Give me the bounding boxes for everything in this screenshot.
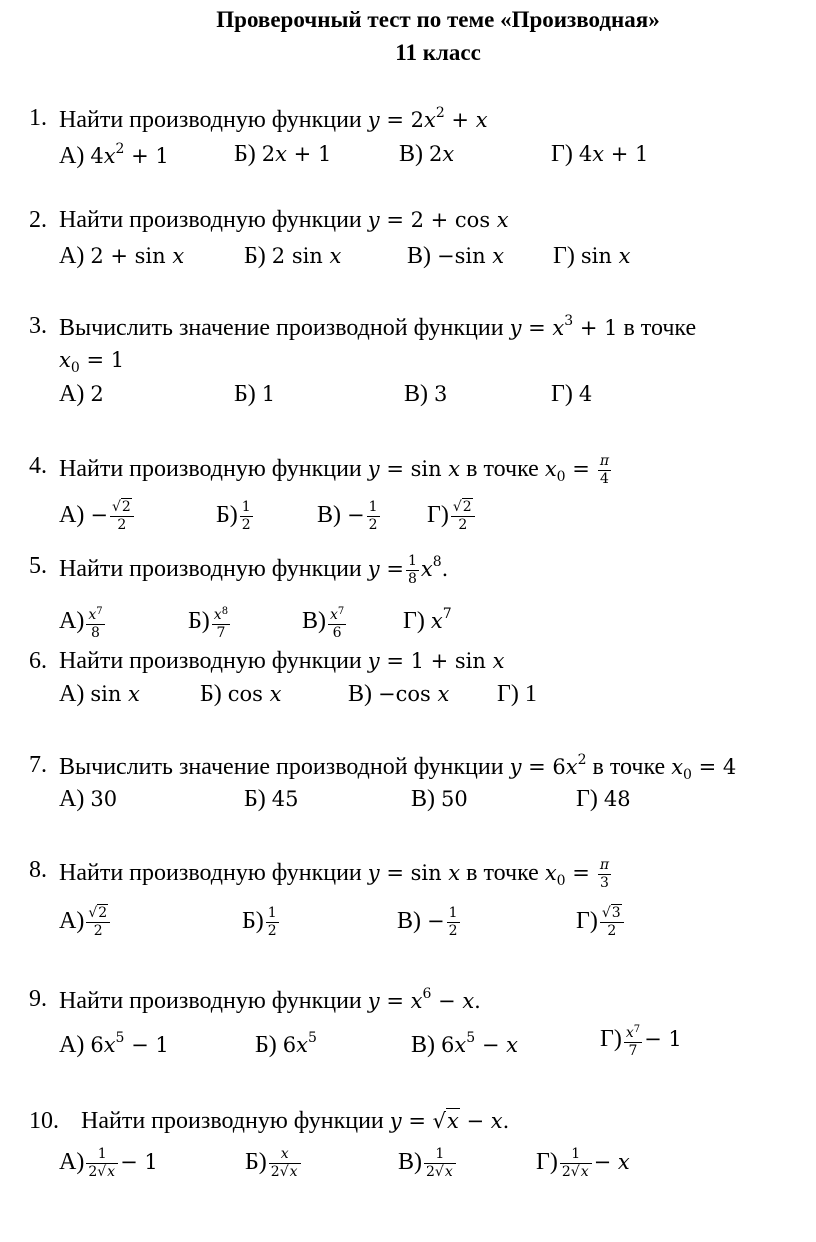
question-number: 10. xyxy=(29,1108,59,1134)
question-number: 9. xyxy=(29,986,47,1012)
question-text: Найти производную функции y = 2 + cos x xyxy=(59,207,509,233)
option-b: Б) $\frac{x^8}{7}$ xyxy=(188,603,232,642)
question-text: Найти производную функции y = 1 + sin x xyxy=(59,648,505,674)
option-d: Г) sin x xyxy=(553,243,631,269)
option-c: В) − $\frac{1}{2}$ xyxy=(397,905,458,939)
option-d: Г) 4x + 1 xyxy=(551,141,649,167)
option-d: Г) 1 xyxy=(497,681,537,707)
formula: $y = 2x^2 + x$ xyxy=(367,105,488,132)
question-number: 7. xyxy=(29,752,47,778)
question-number: 2. xyxy=(29,207,47,233)
option-c: В) $6x^5 - x$ xyxy=(411,1030,518,1058)
option-a: А) $\frac{√2}{2}$ xyxy=(59,905,112,940)
formula: y = 2 + cos x xyxy=(367,208,509,232)
question-number: 1. xyxy=(29,105,47,131)
question-text: Вычислить значение производной функции $y = 6x^2$ в точке $x_0 = 4$ xyxy=(59,752,737,783)
option-b: Б) $\frac{1}{2}$ xyxy=(242,905,277,939)
question-number: 5. xyxy=(29,553,47,579)
option-b: Б) 2 sin x xyxy=(244,243,342,269)
grade-label: 11 класс xyxy=(395,40,481,65)
option-b: Б) $6x^5$ xyxy=(255,1030,317,1058)
option-a: А) $\frac{x^7}{8}$ xyxy=(59,603,107,642)
formula: $y = x^3 + 1$ xyxy=(509,313,618,340)
question-number: 3. xyxy=(29,313,47,339)
formula: y = xyxy=(367,557,404,582)
option-d: Г) $\frac{1}{2√x}$ − x xyxy=(536,1146,630,1180)
formula: y = 1 + sin x xyxy=(367,649,505,673)
option-c: В) −sin x xyxy=(407,243,505,269)
question-number: 8. xyxy=(29,857,47,883)
option-d: Г) $\frac{x^7}{7}$ − 1 xyxy=(600,1021,682,1060)
option-a: А) $\frac{1}{2√x}$ − 1 xyxy=(59,1146,158,1180)
option-a: А) $4x^2 + 1$ xyxy=(59,141,169,169)
option-d: Г) $\frac{√2}{2}$ xyxy=(427,499,477,534)
option-d: Г) 48 xyxy=(576,786,631,812)
option-d: Г) $x^7$ xyxy=(403,606,452,634)
question-text: Найти производную функции y = sin x в точке $x_0$ = $\frac{\pi}{3}$ xyxy=(59,857,610,891)
option-a: А) 2 + sin x xyxy=(59,243,185,269)
option-a: А) 2 xyxy=(59,381,104,407)
question-text: Найти производную функции y = sin x в точке $x_0$ = $\frac{\pi}{4}$ xyxy=(59,453,610,487)
option-d: Г) 4 xyxy=(551,381,593,407)
formula: y = sin x xyxy=(367,861,461,886)
option-a: А) − $\frac{√2}{2}$ xyxy=(59,499,136,534)
option-b: Б) 2x + 1 xyxy=(234,141,332,167)
option-c: В) 50 xyxy=(411,786,468,812)
option-d: Г) $\frac{√3}{2}$ xyxy=(576,905,626,940)
formula: y = √x − x. xyxy=(389,1109,510,1133)
option-c: В) 3 xyxy=(404,381,448,407)
question-text: Найти производную функции y = $\frac{1}{8}$ $x^8$. xyxy=(59,553,449,587)
option-a: А) 30 xyxy=(59,786,118,812)
option-c: В) $\frac{x^7}{6}$ xyxy=(302,603,348,642)
option-a: А) sin x xyxy=(59,681,140,707)
option-c: В) $\frac{1}{2√x}$ xyxy=(398,1146,458,1181)
option-b: Б) $\frac{1}{2}$ xyxy=(216,499,251,533)
option-b: Б) 1 xyxy=(234,381,276,407)
formula: $y = x^6 - x$. xyxy=(367,986,481,1013)
option-b: Б) cos x xyxy=(200,681,282,707)
question-number: 4. xyxy=(29,453,47,479)
option-b: Б) $\frac{x}{2√x}$ xyxy=(245,1146,303,1181)
formula: y = sin x xyxy=(367,457,461,482)
question-text: Найти производную функции $y = 2x^2 + x$ xyxy=(59,105,488,133)
formula: $y = 6x^2$ xyxy=(509,752,587,779)
question-text: Найти производную функции y = √x − x. xyxy=(81,1108,510,1134)
question-text: Найти производную функции $y = x^6 - x$. xyxy=(59,986,481,1014)
option-a: А) $6x^5 - 1$ xyxy=(59,1030,169,1058)
option-b: Б) 45 xyxy=(244,786,299,812)
option-c: В) − $\frac{1}{2}$ xyxy=(317,499,378,533)
question-point: $x_0 = 1$ xyxy=(59,348,125,376)
option-c: В) −cos x xyxy=(348,681,450,707)
option-c: В) 2x xyxy=(399,141,455,167)
question-text: Вычислить значение производной функции $y = x^3 + 1$ в точке xyxy=(59,313,697,341)
document-title: Проверочный тест по теме «Производная» xyxy=(216,7,660,32)
question-number: 6. xyxy=(29,648,47,674)
